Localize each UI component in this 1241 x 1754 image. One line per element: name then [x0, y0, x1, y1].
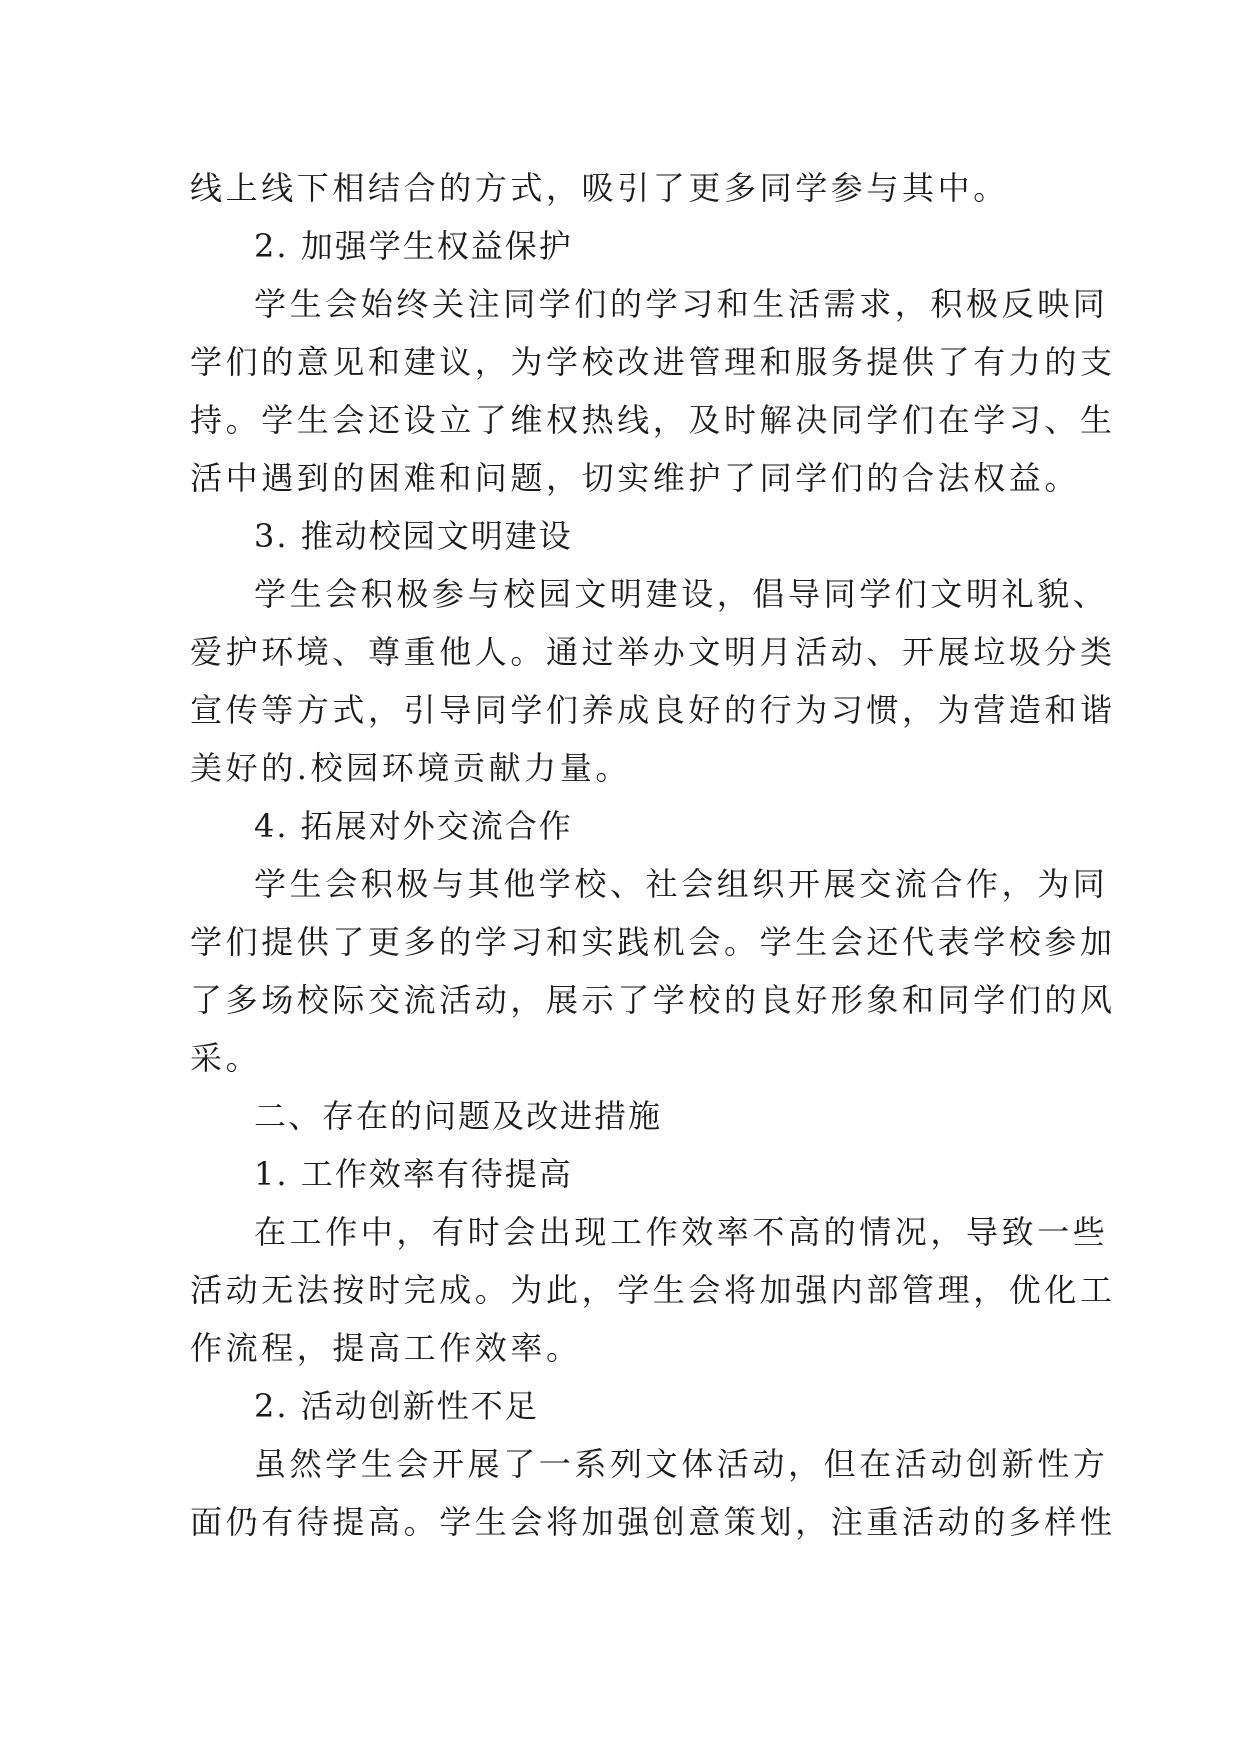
section-heading: 1. 工作效率有待提高	[254, 1155, 573, 1193]
paragraph-line: 了多场校际交流活动，展示了学校的良好形象和同学们的风	[190, 981, 1116, 1019]
section-heading: 4. 拓展对外交流合作	[254, 807, 573, 845]
paragraph-line: 作流程，提高工作效率。	[190, 1329, 582, 1367]
paragraph-line: 学们的意见和建议，为学校改进管理和服务提供了有力的支	[190, 343, 1116, 381]
paragraph-line: 学生会积极参与校园文明建设，倡导同学们文明礼貌、	[254, 575, 1109, 613]
paragraph-line: 学们提供了更多的学习和实践机会。学生会还代表学校参加	[190, 923, 1116, 961]
section-heading: 2. 加强学生权益保护	[254, 227, 573, 265]
paragraph-line: 面仍有待提高。学生会将加强创意策划，注重活动的多样性	[190, 1503, 1116, 1541]
paragraph-line: 活动无法按时完成。为此，学生会将加强内部管理，优化工	[190, 1271, 1116, 1309]
section-heading: 2. 活动创新性不足	[254, 1387, 539, 1425]
paragraph-line: 在工作中，有时会出现工作效率不高的情况，导致一些	[254, 1213, 1109, 1251]
paragraph-line: 虽然学生会开展了一系列文体活动，但在活动创新性方	[254, 1445, 1109, 1483]
paragraph-line: 美好的.校园环境贡献力量。	[190, 749, 631, 787]
paragraph-line: 宣传等方式，引导同学们养成良好的行为习惯，为营造和谐	[190, 691, 1116, 729]
paragraph-line: 采。	[190, 1039, 262, 1077]
paragraph-line: 学生会积极与其他学校、社会组织开展交流合作，为同	[254, 865, 1109, 903]
section-heading: 3. 推动校园文明建设	[254, 517, 573, 555]
section-heading: 二、存在的问题及改进措施	[254, 1097, 663, 1135]
paragraph-line: 爱护环境、尊重他人。通过举办文明月活动、开展垃圾分类	[190, 633, 1116, 671]
paragraph-line: 学生会始终关注同学们的学习和生活需求，积极反映同	[254, 285, 1109, 323]
paragraph-line: 线上线下相结合的方式，吸引了更多同学参与其中。	[190, 169, 1009, 207]
paragraph-line: 活中遇到的困难和问题，切实维护了同学们的合法权益。	[190, 459, 1081, 497]
paragraph-line: 持。学生会还设立了维权热线，及时解决同学们在学习、生	[190, 401, 1116, 439]
